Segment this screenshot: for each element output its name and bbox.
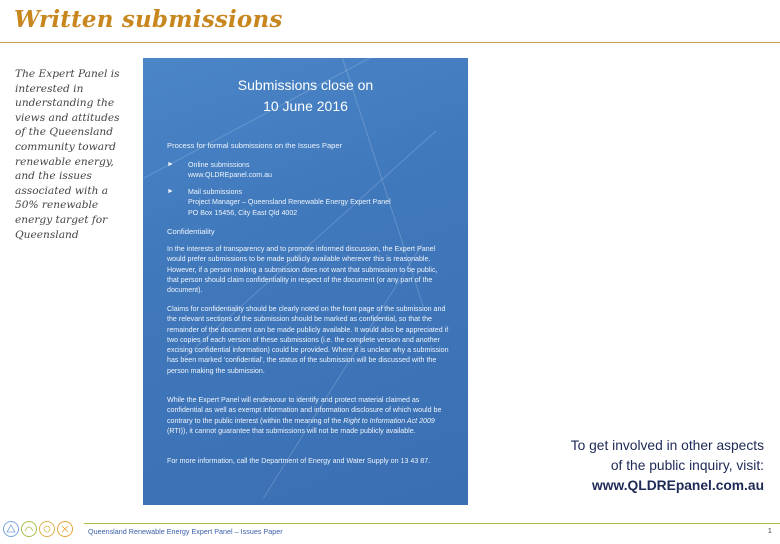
cta-line-2: of the public inquiry, visit: [610,458,764,473]
para3-part-b: (RTI)), it cannot guarantee that submissions will not be made publicly available. [167,426,416,435]
submissions-panel [143,58,468,505]
bullet-arrow-icon: ► [167,161,174,168]
heading-line-2: 10 June 2016 [263,98,348,114]
paragraph-transparency: In the interests of transparency and to promote informed discussion, the Expert Panel would prefer submissions to be made publicly available wherever this is reasonable. However, if a person making a submission does not want that submission to be public, that person should claim confidentiality in respect of the document (or any part of the document). [167,245,438,295]
cta-line-1: To get involved in other aspects [570,438,764,453]
online-submissions [188,160,458,181]
paragraph-protection [167,395,449,436]
footer-title: Queensland Renewable Energy Expert Panel – Issues Paper [88,527,283,536]
mail-submissions [188,187,458,218]
renewable-energy-logo-icons [2,519,82,544]
title-divider [0,42,780,43]
process-heading: Process for formal submissions on the Issues Paper [167,141,343,150]
paragraph-claims: Claims for confidentiality should be clearly noted on the front page of the submission and the relevant sections of the submission should be marked as confidential, so that the remainder of the document can be made publicly available. It would also be appreciated if two copies of each version of these submissions (i.e. the complete version and another excising confidential information) could be provided. Where it is unclear why a submission has been marked ‘confidential’, the status of the submission will be discussed with the person making the submission. [167,305,449,375]
cta-url-link[interactable]: www.QLDREpanel.com.au [592,478,764,493]
submissions-close-heading [143,75,468,117]
heading-line-1: Submissions close on [237,77,374,93]
online-label: Online submissions [188,161,250,169]
paragraph-contact: For more information, call the Department of Energy and Water Supply on 13 43 87. [167,457,431,465]
para3-part-a: While the Expert Panel will endeavour to identify and protect material claimed as confidential as well as exempt information and information disclosure of which would be contrary to the public interest (within the meaning of the [167,396,442,425]
confidentiality-heading: Confidentiality [167,227,215,236]
mail-line-1: Project Manager – Queensland Renewable Energy Expert Panel [188,198,391,207]
bullet-arrow-icon: ► [167,188,174,195]
mail-line-2: PO Box 15456, City East Qld 4002 [188,208,298,217]
call-to-action [504,436,764,496]
intro-text: The Expert Panel is interested in understanding the views and attitudes of the Queensland community toward renewable energy, and the issues associated with a 50% renewable energy target for Queensland [15,68,120,241]
footer-divider [84,523,780,524]
mail-label: Mail submissions [188,188,243,196]
page-title: Written submissions [14,6,283,33]
online-url-link[interactable]: www.QLDREpanel.com.au [188,171,272,180]
page-number: 1 [767,526,772,535]
rti-act-title: Right to Information Act 2009 [343,416,435,425]
